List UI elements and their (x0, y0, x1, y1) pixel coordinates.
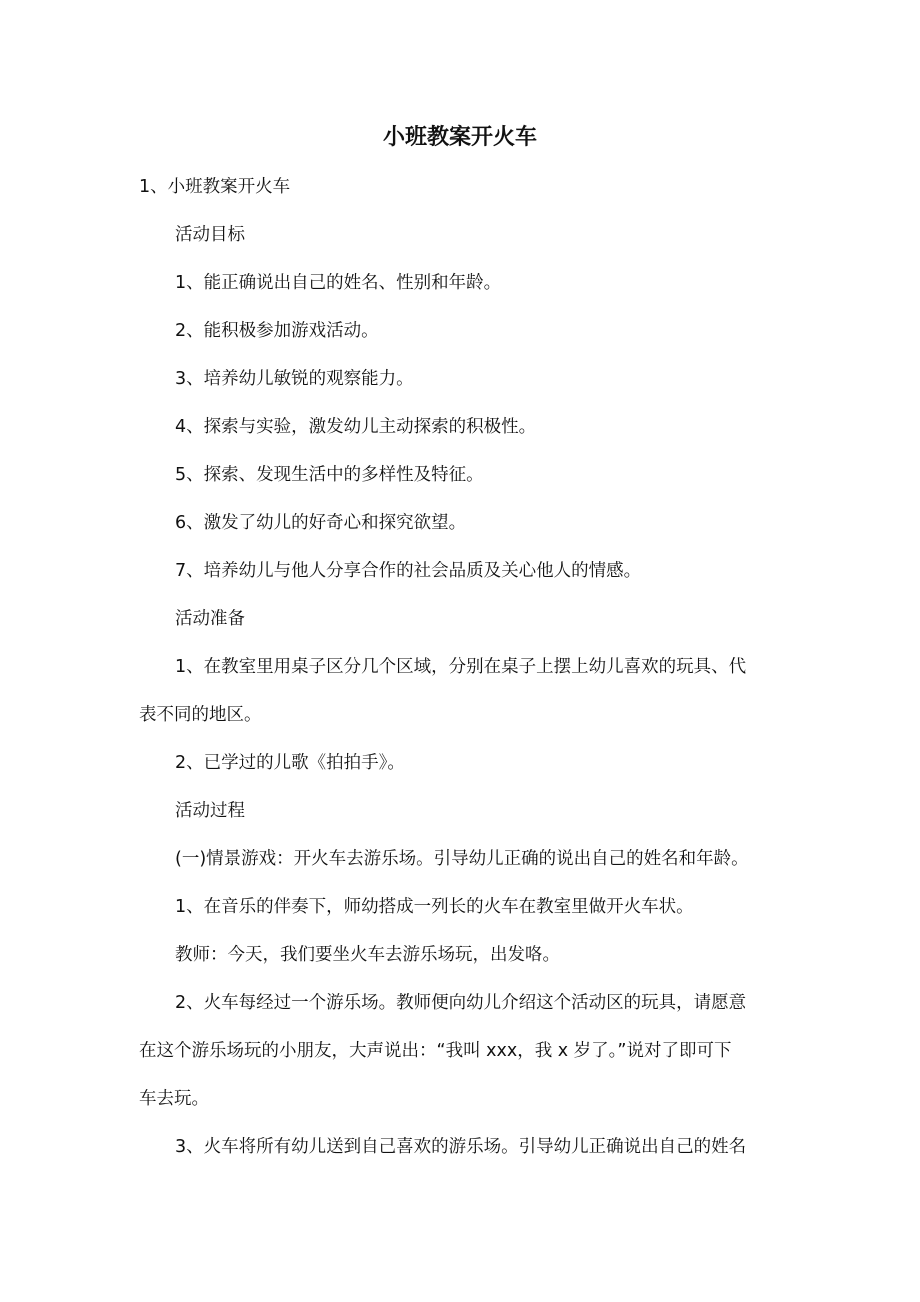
goal-item-6: 6、激发了幼儿的好奇心和探究欲望。 (175, 513, 467, 533)
goal-item-4: 4、探索与实验，激发幼儿主动探索的积极性。 (175, 417, 537, 437)
goal-item-2: 2、能积极参加游戏活动。 (175, 321, 379, 341)
teacher-dialogue: 教师：今天，我们要坐火车去游乐场玩，出发咯。 (175, 945, 560, 965)
prep-item-1-line-2: 表不同的地区。 (139, 705, 262, 725)
process-step-2-line-3: 车去玩。 (139, 1089, 209, 1109)
goal-item-3: 3、培养幼儿敏锐的观察能力。 (175, 369, 414, 389)
document-title: 小班教案开火车 (382, 125, 537, 150)
process-step-2-line-2: 在这个游乐场玩的小朋友，大声说出：“我叫 xxx，我 x 岁了。”说对了即可下 (139, 1041, 732, 1061)
process-step-1: 1、在音乐的伴奏下，师幼搭成一列长的火车在教室里做开火车状。 (175, 897, 694, 917)
goal-item-7: 7、培养幼儿与他人分享合作的社会品质及关心他人的情感。 (175, 561, 642, 581)
goal-item-1: 1、能正确说出自己的姓名、性别和年龄。 (175, 273, 502, 293)
subheading-goals: 活动目标 (175, 225, 245, 245)
process-step-2-line-1: 2、火车每经过一个游乐场。教师便向幼儿介绍这个活动区的玩具，请愿意 (175, 993, 747, 1013)
goal-item-5: 5、探索、发现生活中的多样性及特征。 (175, 465, 484, 485)
subheading-preparation: 活动准备 (175, 609, 245, 629)
prep-item-2: 2、已学过的儿歌《拍拍手》。 (175, 753, 405, 773)
process-part-1: (一)情景游戏：开火车去游乐场。引导幼儿正确的说出自己的姓名和年龄。 (175, 849, 749, 869)
section-heading: 1、小班教案开火车 (139, 177, 291, 197)
subheading-process: 活动过程 (175, 801, 245, 821)
process-step-3-line-1: 3、火车将所有幼儿送到自己喜欢的游乐场。引导幼儿正确说出自己的姓名 (175, 1137, 747, 1157)
prep-item-1-line-1: 1、在教室里用桌子区分几个区域，分别在桌子上摆上幼儿喜欢的玩具、代 (175, 657, 747, 677)
